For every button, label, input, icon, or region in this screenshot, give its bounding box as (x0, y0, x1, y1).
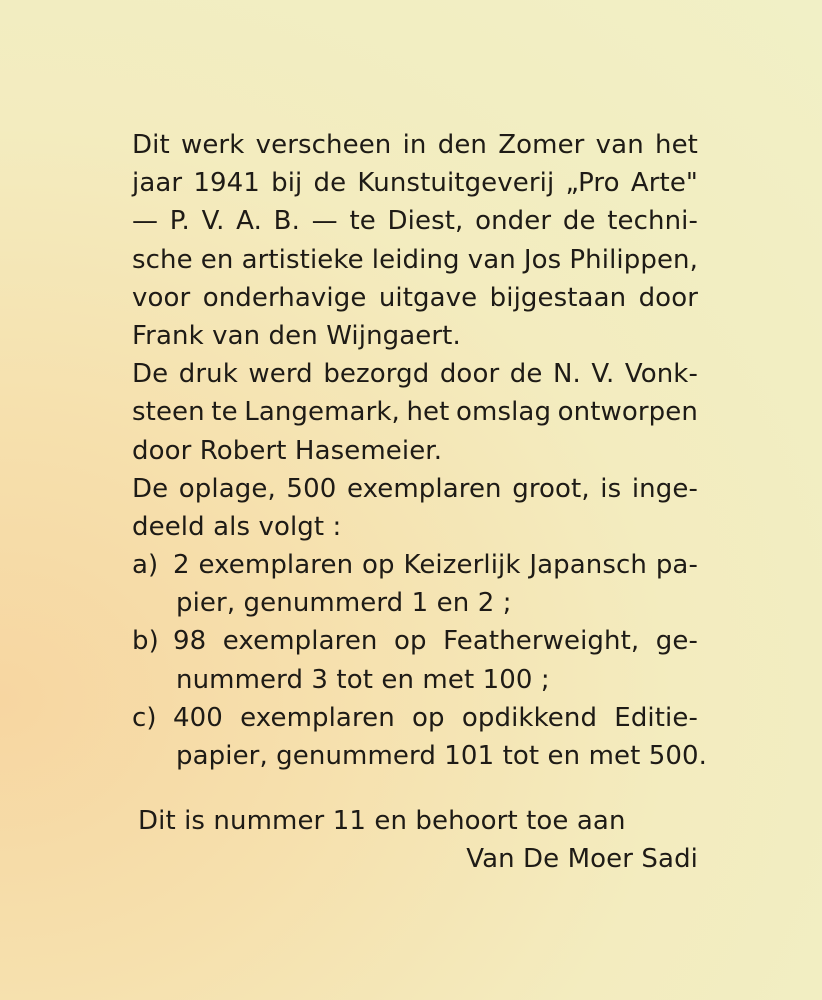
text-line: steen te Langemark, het omslag ontworpen (132, 397, 698, 428)
text-line: deeld als volgt : (132, 511, 342, 542)
list-item-text: 98 exemplaren op Featherweight, ge- (173, 626, 698, 657)
text-line: — P. V. A. B. — te Diest, onder de techni- (132, 206, 698, 237)
list-item-a (132, 546, 698, 584)
list-label: c) (132, 702, 157, 733)
colophon-text (132, 126, 708, 775)
list-item-c (132, 699, 698, 737)
list-item-continuation: nummerd 3 tot en met 100 ; (176, 664, 550, 695)
text-line: jaar 1941 bij de Kunstuitgeverij „Pro Arte" (132, 168, 698, 199)
list-item-text: 400 exemplaren op opdikkend Editie- (173, 702, 698, 733)
text-line: voor onderhavige uitgave bijgestaan door (132, 282, 698, 313)
text-line: De oplage, 500 exemplaren groot, is inge- (132, 473, 698, 504)
owner-name: Van De Moer Sadi (466, 844, 698, 875)
text-line: Dit werk verscheen in den Zomer van het (132, 130, 698, 160)
list-label: b) (132, 626, 159, 657)
list-item-b (132, 622, 698, 660)
text-line: Frank van den Wijngaert. (132, 320, 461, 351)
list-item-continuation: pier, genummerd 1 en 2 ; (176, 588, 512, 619)
text-line: door Robert Hasemeier. (132, 435, 443, 466)
list-item-text: 2 exemplaren op Keizerlijk Japansch pa- (173, 550, 698, 581)
list-item-continuation: papier, genummerd 101 tot en met 500. (176, 741, 708, 771)
list-label: a) (132, 550, 159, 581)
ownership-statement: Dit is nummer 11 en behoort toe aan (138, 806, 626, 836)
text-line: sche en artistieke leiding van Jos Philippen, (132, 244, 698, 275)
text-line: De druk werd bezorgd door de N. V. Vonk- (132, 359, 698, 390)
ownership-block (132, 802, 698, 878)
